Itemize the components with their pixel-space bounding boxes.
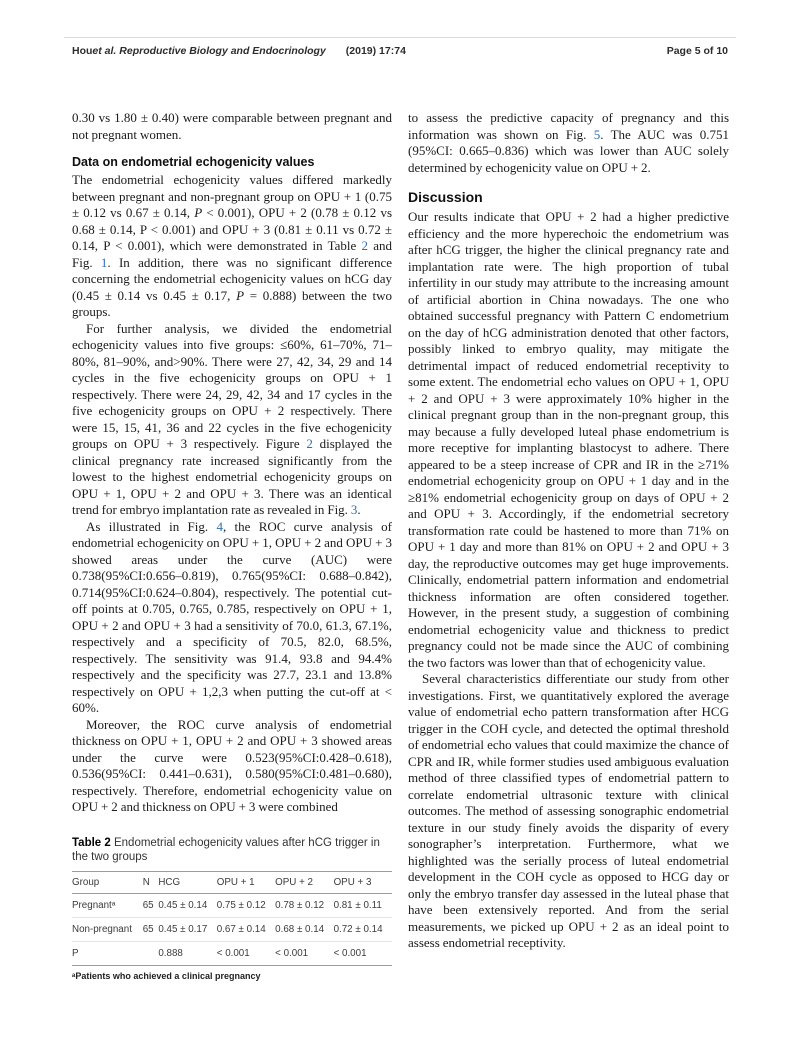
cell: < 0.001: [275, 941, 333, 965]
text-run: and Fig.: [72, 238, 392, 270]
cell: 0.78 ± 0.12: [275, 893, 333, 917]
right-column: [408, 110, 729, 981]
figure-ref-link[interactable]: 2: [306, 436, 313, 451]
left-column: [72, 110, 392, 981]
cell: 0.45 ± 0.14: [158, 893, 216, 917]
table-2-block: [72, 836, 392, 981]
text-run: . The AUC was 0.751 (95%CI: 0.665–0.836) which was lower than AUC solely determined by echogenicity value on OPU + 2.: [408, 126, 729, 175]
column-header: OPU + 1: [217, 871, 275, 893]
column-header: OPU + 3: [334, 871, 392, 893]
cell: 0.75 ± 0.12: [217, 893, 275, 917]
table-2-caption: [72, 836, 392, 865]
column-header: OPU + 2: [275, 871, 333, 893]
figure-ref-link[interactable]: 2: [361, 238, 368, 253]
table-2-header-row: [72, 871, 392, 893]
section-heading-echogenicity: Data on endometrial echogenicity values: [72, 155, 315, 169]
text-run: As illustrated in Fig.: [86, 518, 217, 534]
page-number-label: Page 5 of 10: [666, 45, 728, 57]
paragraph: [72, 110, 392, 143]
figure-ref-link[interactable]: 4: [216, 518, 223, 534]
running-head: [64, 37, 736, 57]
table-2: [72, 871, 392, 966]
paragraph: [72, 717, 392, 816]
cell: Non-pregnant: [72, 917, 143, 941]
text-run: For further analysis, we divided the endometrial echogenicity values into five groups: ≤60%, 61–70%, 71–80%, 81–90%, and>90%. There were 27, 42, 34, 29 and 14 cycles in the five echogenicity groups on OPU + 1 respectively. There were 24, 29, 42, 34 and 17 cycles in the five echogenicity groups on OPU + 2 respectively. There were 15, 15, 41, 36 and 22 cycles in the five echogenicity groups on OPU + 3 respectively. Figure: [72, 320, 392, 451]
text-run: to assess the predictive capacity of pregnancy and this information was shown on Fig.: [408, 110, 729, 142]
table-2-label: Table 2: [72, 836, 111, 849]
table-2-caption-text: Endometrial echogenicity values after hCG trigger in the two groups: [72, 836, 380, 863]
text-run: displayed the clinical pregnancy rate increased significantly from the lowest to the highest endometrial echogenicity groups on OPU + 1, OPU + 2 and OPU + 3. There was an identical trend for embryo implantation rate as revealed in Fig.: [72, 436, 393, 517]
text-run: Several characteristics differentiate our study from other investigations. First, we quantitatively explored the average value of endometrial echo pattern transformation after HCG trigger in the COH cycle, and detected the optimal threshold of endometrial echo values that could maximize the chance of CPR and IR, while former studies used ambiguous evaluation method of three classified types of endometrial pattern to correlate endometrial ultrasonic texture with clinical outcomes. The method of assessing sonographic endometrial texture in our study finely avoids the disparity of every sonographer’s interpretation. Furthermore, what we highlighted was the serially process of luteal endometrial development in the COH cycle as opposed to HCG day or only the embryo transfer day assessed in the luteal phase that have been extensively reported. And from the serial measurements, we picked up OPU + 2 as an ideal point to assess endometrial receptivity.: [408, 671, 729, 950]
column-header: HCG: [158, 871, 216, 893]
table-row: [72, 917, 392, 941]
cell: 0.81 ± 0.11: [334, 893, 392, 917]
text-run: . In addition, there was no significant difference concerning the endometrial echogenicity values on hCG day (0.45 ± 0.14 vs 0.45 ± 0.17,: [72, 254, 392, 303]
paragraph: [72, 172, 392, 321]
paragraph: [408, 209, 729, 671]
cell: < 0.001: [334, 941, 392, 965]
section-heading-discussion: Discussion: [408, 189, 483, 205]
two-column-body: [0, 110, 800, 981]
cell: 0.72 ± 0.14: [334, 917, 392, 941]
paragraph: [72, 321, 392, 519]
text-run: Our results indicate that OPU + 2 had a higher predictive efficiency and the more hyperechoic the endometrium was after hCG trigger, the higher the clinical pregnancy rate and implantation rate were. The high proportion of tubal infertility in our study may attribute to the increasing amount of artificial abortion in China nowadays. The one who obtained successful pregnancy with Pattern C endometrium on the day of hCG administration denoted that other factors, possibly linked to embryo quality, may mitigate the detrimental impact of reduced endometrial receptivity to some extent. The endometrial echo values on OPU + 1, OPU + 2 and OPU + 3 were approximately 10% higher in the clinical pregnant group than in the non-pregnant group, this may because a fully developed luteal phase endometrium is more receptive for implanting blastocyst to adhere. There appeared to be a steep increase of CPR and IR in the ≥71% endometrial echogenicity group on OPU + 1 day and in the ≥81% endometrial echogenicity group on days of OPU + 2 and OPU + 3. Accordingly, if the endometrial secretory transformation rate could be hastened to more than 71% on OPU + 1 day and more than 81% on OPU + 2 and OPU + 3 day, the reproductive outcomes may get huge improvements. Clinically, endometrial pattern information and endometrial thickness information are often considered together. However, in the present study, a suggestion of combining endometrial echogenicity value and thickness to predict pregnancy could not be made since the AUC of combining the two factors was lower than that of echogenicity value.: [408, 209, 729, 670]
cell: 0.68 ± 0.14: [275, 917, 333, 941]
running-head-citation: (2019) 17:74: [345, 45, 406, 57]
running-head-citation-group: [72, 45, 406, 57]
cell: Pregnantᵃ: [72, 893, 143, 917]
running-head-author: Hou: [72, 45, 93, 57]
paragraph: [408, 110, 729, 176]
cell: < 0.001: [217, 941, 275, 965]
italic-text: P: [236, 287, 245, 303]
text-run: < 0.001), OPU + 2 (0.78 ± 0.12 vs 0.68 ± 0.14, P < 0.001) and OPU + 3 (0.81 ± 0.11 vs 0.72 ± 0.14, P < 0.001), which were demonstrated in Table: [72, 205, 393, 253]
cell: 0.888: [158, 941, 216, 965]
running-head-journal: et al. Reproductive Biology and Endocrinology: [92, 45, 326, 57]
cell: P: [72, 941, 143, 965]
paragraph: [72, 519, 392, 717]
table-row: [72, 941, 392, 965]
cell: 65: [143, 893, 159, 917]
table-2-footnote: ᵃPatients who achieved a clinical pregnancy: [72, 970, 261, 981]
cell: [143, 941, 159, 965]
table-row: [72, 893, 392, 917]
paragraph: [408, 671, 729, 952]
figure-ref-link[interactable]: 1: [100, 254, 108, 270]
text-run: = 0.888) between the two groups.: [72, 287, 392, 319]
text-run: .: [357, 502, 361, 517]
text-run: 0.30 vs 1.80 ± 0.40) were comparable between pregnant and not pregnant women.: [72, 110, 392, 142]
column-header: Group: [72, 871, 143, 893]
column-header: N: [143, 871, 159, 893]
figure-ref-link[interactable]: 5: [593, 126, 601, 142]
cell: 0.67 ± 0.14: [217, 917, 275, 941]
cell: 0.45 ± 0.17: [158, 917, 216, 941]
text-run: Moreover, the ROC curve analysis of endometrial thickness on OPU + 1, OPU + 2 and OPU + 3 showed areas under the curve were 0.523(95%CI:0.428–0.618), 0.536(95%CI: 0.441–0.631), 0.580(95%CI:0.481–0.680), respectively. Therefore, endometrial echogenicity value on OPU + 2 and thickness on OPU + 3 were combined: [72, 716, 392, 814]
figure-ref-link[interactable]: 3: [350, 502, 358, 517]
text-run: The endometrial echogenicity values differed markedly between pregnant and non-pregnant group on OPU + 1 (0.75 ± 0.12 vs 0.67 ± 0.14,: [72, 172, 392, 220]
text-run: , the ROC curve analysis of endometrial echogenicity on OPU + 1, OPU + 2 and OPU + 3 showed areas under the curve (AUC) were 0.738(95%CI:0.656–0.819), 0.765(95%CI: 0.688–0.842), 0.714(95%CI:0.624–0.804), respectively. The potential cut-off points at 0.705, 0.765, 0.785, respectively on OPU + 1, OPU + 2 and OPU + 3 had a sensitivity of 70.0, 61.3, 67.1%, respectively and a specificity of 70.5, 82.0, 68.5%, respectively. The sensitivity was 91.4, 93.8 and 94.4% respectively and the specificity was 27.7, 23.1 and 13.8% respectively on OPU + 1,2,3 when putting the cut-off at < 60%.: [72, 518, 392, 715]
italic-text: P: [194, 205, 203, 220]
cell: 65: [143, 917, 159, 941]
